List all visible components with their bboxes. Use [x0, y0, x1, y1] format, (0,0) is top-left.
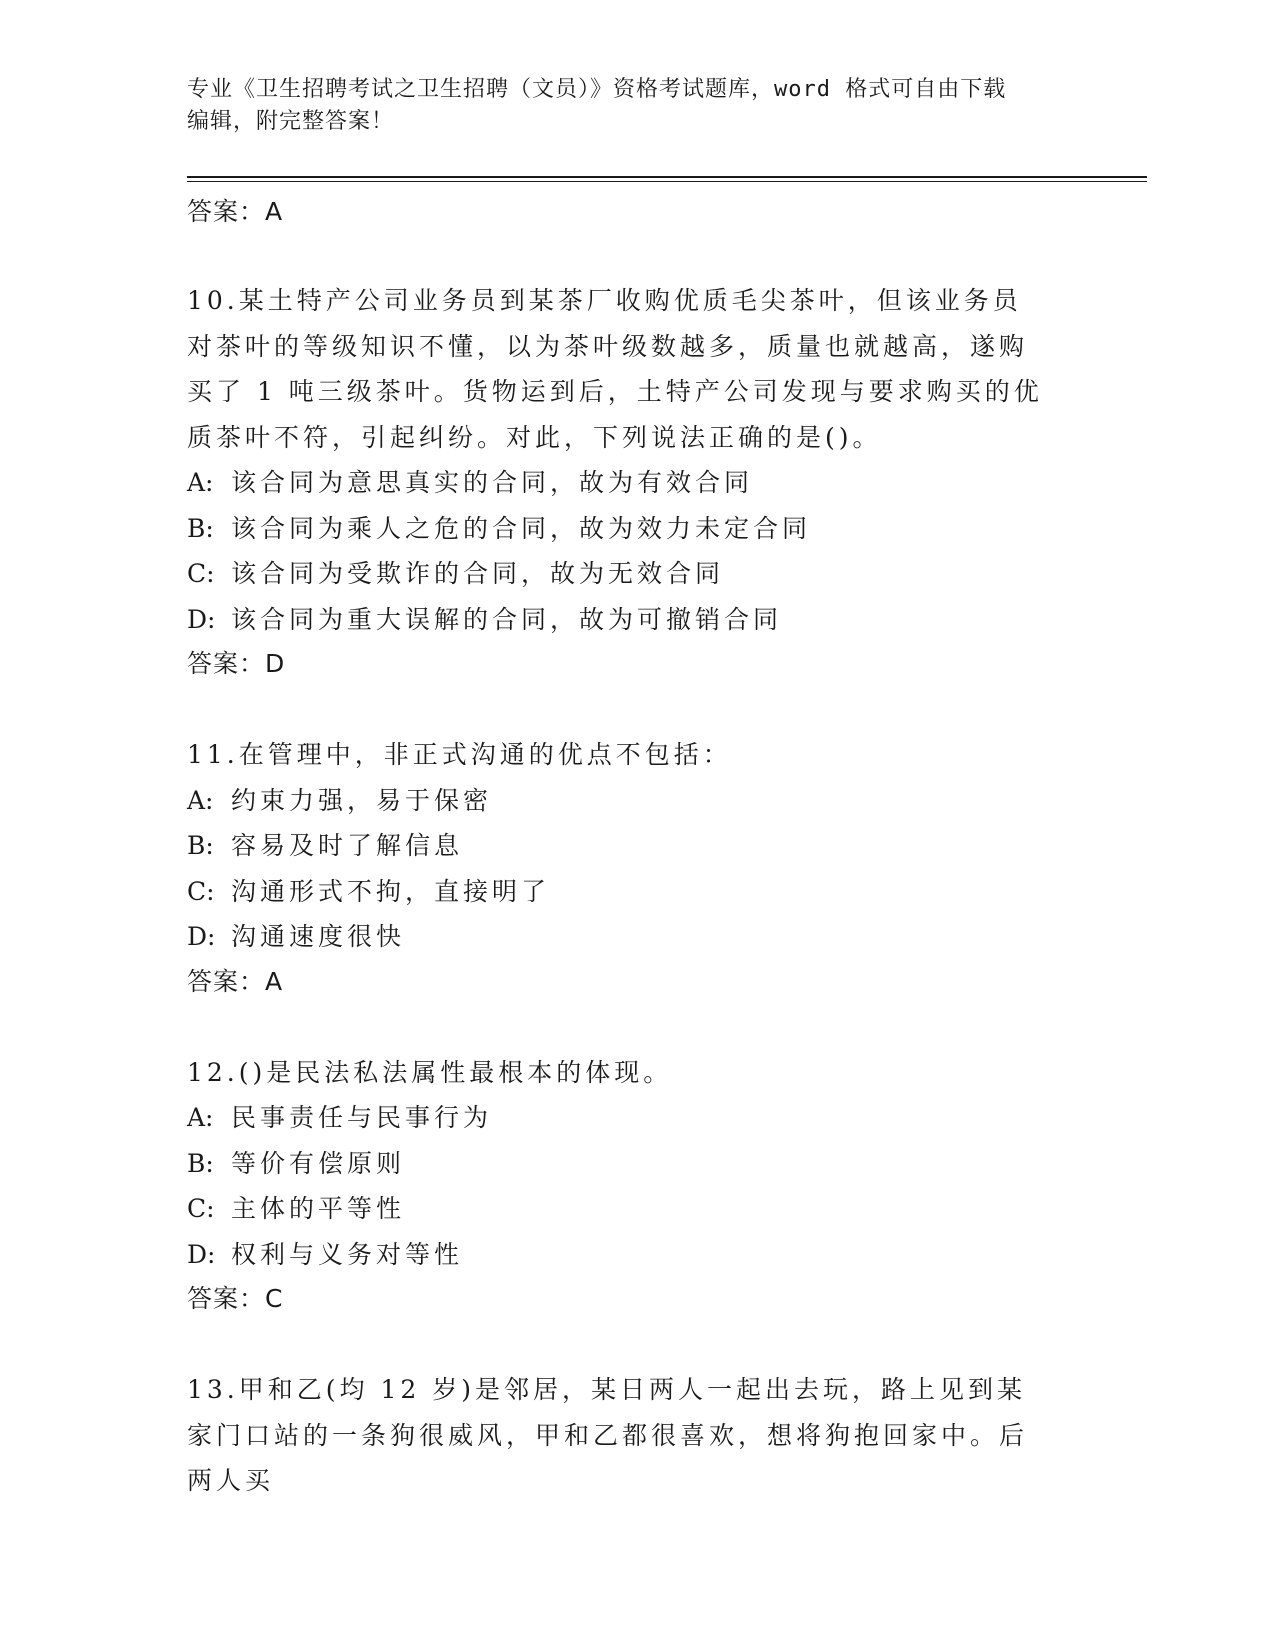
option-text: 等价有偿原则: [231, 1148, 406, 1178]
option-a: [187, 778, 1087, 824]
option-text: 沟通速度很快: [231, 922, 406, 951]
option-c: [187, 869, 1087, 915]
option-key: B:: [187, 513, 214, 543]
option-b: [187, 506, 1087, 552]
answer-label: 答案：A: [187, 966, 284, 996]
header-divider-thick: [187, 176, 1147, 178]
option-key: B:: [187, 1148, 214, 1178]
option-c: [187, 551, 1087, 597]
option-text: 该合同为受欺诈的合同，故为无效合同: [231, 559, 725, 588]
answer-label: 答案：D: [187, 649, 286, 678]
option-key: C:: [187, 1194, 215, 1223]
option-a: [187, 1095, 1087, 1141]
option-c: [187, 1186, 1087, 1232]
question-text: 13.甲和乙(均 12 岁)是邻居，某日两人一起出去玩，路上见到某家门口站的一条狗很威风，甲和乙都很喜欢，想将狗抱回家中。后两人买: [187, 1375, 1029, 1495]
header-line-1: 专业《卫生招聘考试之卫生招聘（文员）》资格考试题库，word 格式可自由下载: [187, 77, 1007, 102]
option-key: C:: [187, 559, 215, 588]
question-text: 12.()是民法私法属性最根本的体现。: [187, 1057, 673, 1087]
option-key: C:: [187, 876, 215, 906]
header-line-2: 编辑，附完整答案！: [187, 109, 395, 134]
option-key: A:: [187, 468, 214, 497]
option-key: B:: [187, 831, 214, 860]
option-text: 该合同为意思真实的合同，故为有效合同: [231, 468, 754, 497]
option-key: A:: [187, 1103, 214, 1132]
question-11: [187, 732, 1087, 1004]
option-text: 民事责任与民事行为: [231, 1103, 493, 1132]
option-text: 主体的平等性: [231, 1194, 406, 1223]
option-text: 约束力强，易于保密: [231, 785, 493, 815]
option-key: D:: [187, 604, 216, 634]
option-d: [187, 1232, 1087, 1278]
option-b: [187, 823, 1087, 869]
answer-label: 答案：C: [187, 1284, 284, 1313]
header-divider-thin: [187, 181, 1147, 182]
option-b: [187, 1141, 1087, 1187]
option-text: 容易及时了解信息: [231, 831, 464, 860]
document-header: [187, 74, 1087, 138]
option-a: [187, 460, 1087, 506]
document-body: [187, 190, 1087, 1504]
option-text: 沟通形式不拘，直接明了: [231, 876, 551, 906]
answer-label: 答案：A: [187, 197, 284, 226]
question-text: 11.在管理中，非正式沟通的优点不包括：: [187, 740, 732, 769]
option-key: D:: [187, 922, 216, 951]
question-12: [187, 1050, 1087, 1322]
option-text: 该合同为重大误解的合同，故为可撤销合同: [231, 604, 783, 634]
option-text: 权利与义务对等性: [231, 1239, 464, 1269]
question-10: [187, 278, 1087, 686]
option-key: A:: [187, 785, 214, 815]
option-text: 该合同为乘人之危的合同，故为效力未定合同: [231, 513, 812, 543]
option-d: [187, 914, 1087, 960]
question-text: 10.某土特产公司业务员到某茶厂收购优质毛尖茶叶，但该业务员对茶叶的等级知识不懂，以为茶叶级数越多，质量也就越高，遂购买了 1 吨三级茶叶。货物运到后，土特产公司发现与要求购买的优质茶叶不符，引起纠纷。对此，下列说法正确的是()。: [187, 286, 1043, 452]
option-key: D:: [187, 1239, 216, 1269]
option-d: [187, 597, 1087, 643]
question-13: [187, 1367, 1087, 1504]
